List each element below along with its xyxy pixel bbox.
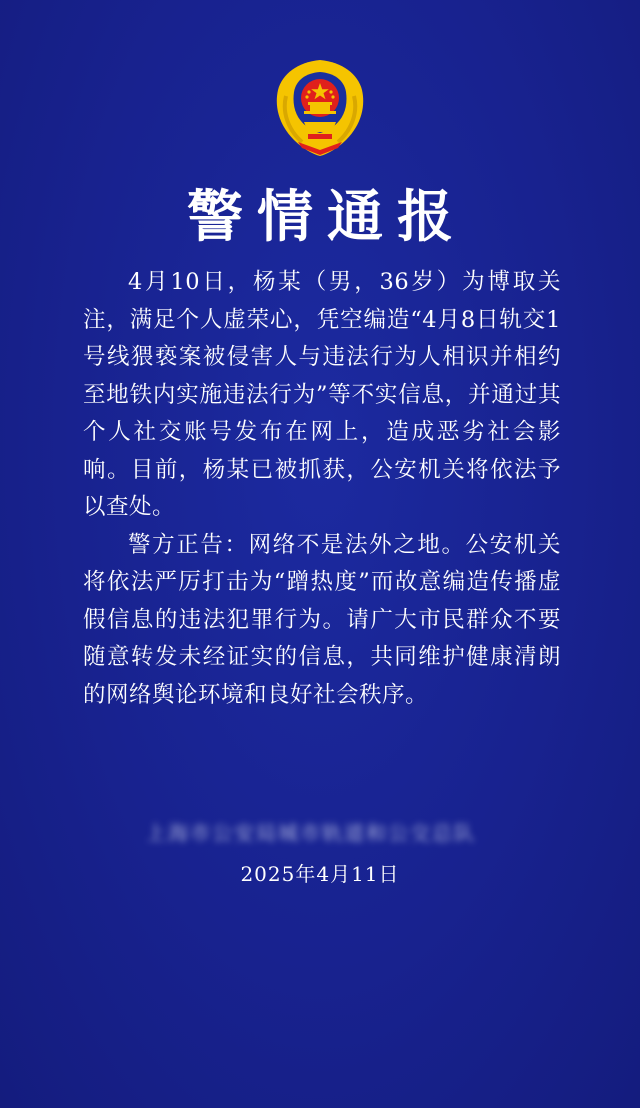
issuer-name-blurred: 上海市公安局城市轨道和公交总队 (146, 821, 476, 845)
police-emblem-icon (268, 56, 372, 160)
notice-body (83, 264, 561, 714)
issue-date: 2025年4月11日 (240, 862, 400, 886)
paragraph-incident: 4月10日，杨某（男，36岁）为博取关注，满足个人虚荣心，凭空编造“4月8日轨交1号线猥亵案被侵害人与违法行为人相识并相约至地铁内实施违法行为”等不实信息，并通过其个人社交账号发布在网上，造成恶劣社会影响。目前，杨某已被抓获，公安机关将依法予以查处。 (83, 269, 561, 520)
paragraph-warning: 警方正告：网络不是法外之地。公安机关将依法严厉打击为“蹭热度”而故意编造传播虚假信息的违法犯罪行为。请广大市民群众不要随意转发未经证实的信息，共同维护健康清朗的网络舆论环境和良好社会秩序。 (83, 531, 561, 708)
notice-title: 警情通报 (187, 184, 467, 250)
